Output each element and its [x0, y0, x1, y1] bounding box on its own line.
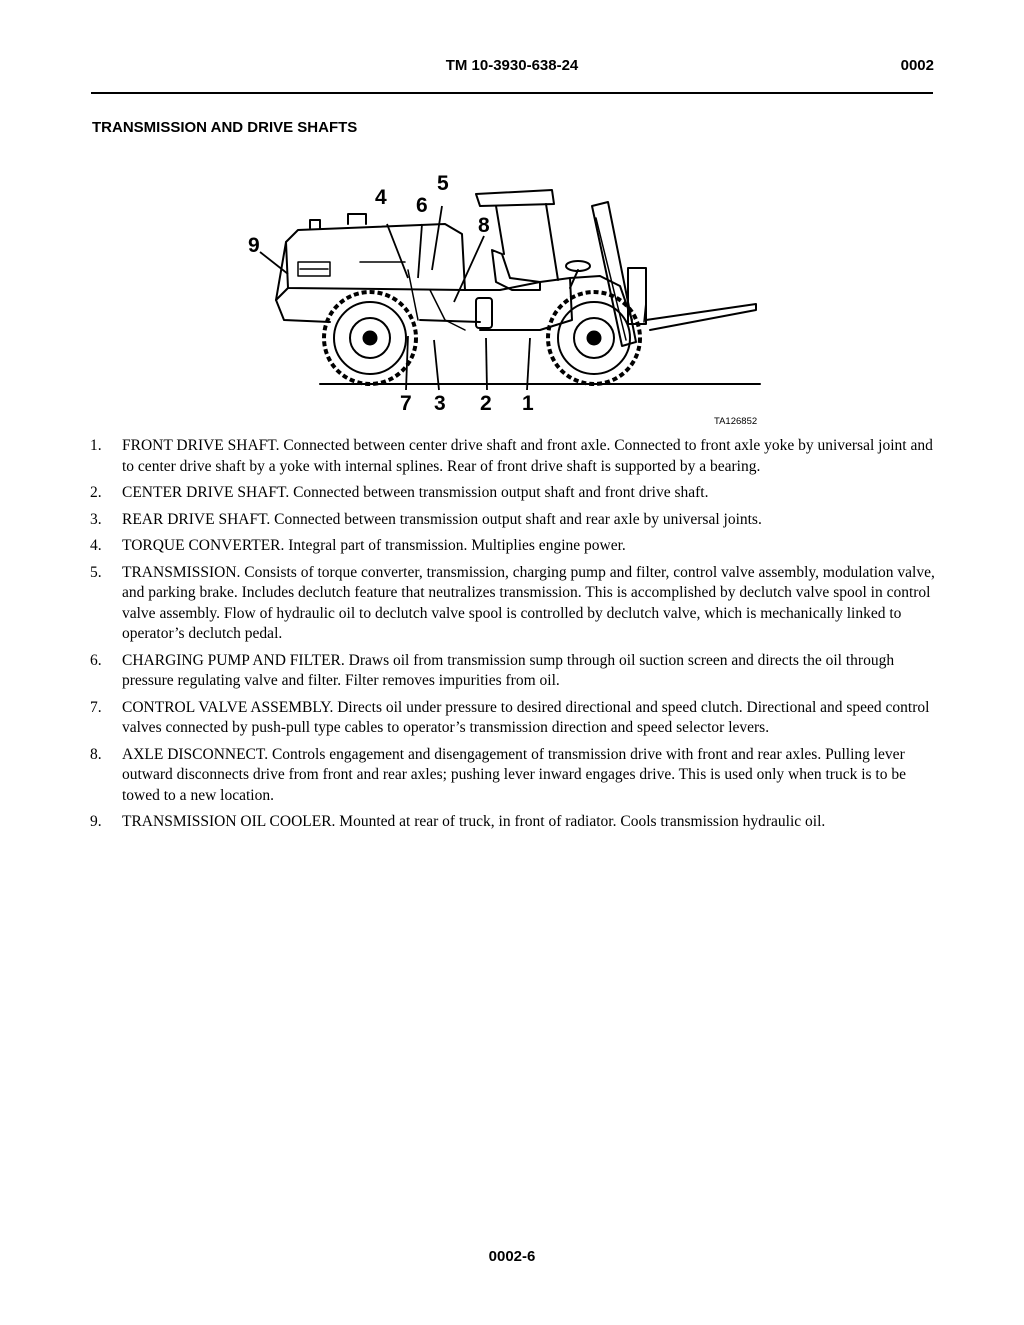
item-text: REAR DRIVE SHAFT. Connected between transmission output shaft and rear axle by universal joints. — [122, 510, 762, 528]
item-number: 4. — [90, 537, 102, 554]
item-number: 1. — [90, 437, 102, 454]
list-item — [90, 651, 936, 692]
item-text: TORQUE CONVERTER. Integral part of transmission. Multiplies engine power. — [122, 537, 626, 554]
center-frame — [465, 278, 572, 330]
callout-1: 1 — [522, 392, 534, 415]
section-title: TRANSMISSION AND DRIVE SHAFTS — [92, 119, 358, 136]
callout-5: 5 — [437, 172, 449, 195]
filter-canister — [476, 298, 492, 328]
callout-4: 4 — [375, 186, 387, 209]
item-text: FRONT DRIVE SHAFT. Connected between center drive shaft and front axle. Connected to front axle yoke by universal joint and to center drive shaft by a yoke with internal splines. Rear of front drive shaft is supported by a bearing. — [122, 437, 933, 475]
list-item — [90, 812, 936, 833]
item-text: TRANSMISSION OIL COOLER. Mounted at rear of truck, in front of radiator. Cools transmission hydraulic oil. — [122, 813, 826, 830]
item-text: AXLE DISCONNECT. Controls engagement and disengagement of transmission drive with front and rear axles. Pulling lever outward disconnects drive from front and rear axles; pushing lever inward engages drive. This is used only when truck is to be towed to a new location. — [122, 745, 906, 804]
item-number: 7. — [90, 698, 102, 716]
item-number: 2. — [90, 484, 102, 501]
item-text: TRANSMISSION. Consists of torque converter, transmission, charging pump and filter, control valve assembly, modulation valve, and parking brake. Includes declutch feature that neutralizes transmission. This is accomplished by declutch valve spool in control valve assembly. Flow of hydraulic oil to declutch valve spool is controlled by declutch valve, which is mechanically linked to operator’s declutch pedal. — [122, 563, 935, 642]
work-package-number: 0002 — [900, 57, 934, 74]
callout-2: 2 — [480, 392, 492, 415]
overhead-guard — [476, 190, 554, 206]
list-item — [90, 510, 936, 531]
page-number: 0002-6 — [488, 1248, 536, 1265]
callout-7: 7 — [400, 392, 412, 415]
rear-wheel — [324, 292, 416, 384]
item-number: 8. — [90, 745, 102, 763]
item-number: 6. — [90, 651, 102, 669]
callout-8: 8 — [478, 214, 490, 237]
callout-9: 9 — [248, 234, 260, 257]
item-text: CHARGING PUMP AND FILTER. Draws oil from transmission sump through oil suction screen and directs the oil through pressure regulating valve and filter. Filter removes impurities from oil. — [122, 651, 895, 689]
header-divider — [91, 92, 933, 94]
list-item — [90, 745, 936, 807]
item-number: 5. — [90, 563, 102, 581]
item-number: 9. — [90, 813, 102, 830]
item-text: CONTROL VALVE ASSEMBLY. Directs oil under pressure to desired directional and speed clutch. Directional and speed control valves connected by push-pull type cables to operator’s transmission direction and speed selector levers. — [122, 698, 930, 736]
list-item — [90, 698, 936, 739]
list-item — [90, 483, 936, 504]
callout-3: 3 — [434, 392, 446, 415]
forklift-illustration — [240, 170, 780, 415]
list-item — [90, 536, 936, 557]
item-number: 3. — [90, 510, 102, 528]
component-list — [90, 436, 936, 839]
item-text: CENTER DRIVE SHAFT. Connected between transmission output shaft and front drive shaft. — [122, 484, 709, 501]
forks — [646, 304, 756, 330]
list-item — [90, 563, 936, 645]
callout-6: 6 — [416, 194, 428, 217]
document-number: TM 10-3930-638-24 — [445, 57, 579, 74]
figure-id: TA126852 — [714, 416, 758, 427]
list-item — [90, 436, 936, 477]
